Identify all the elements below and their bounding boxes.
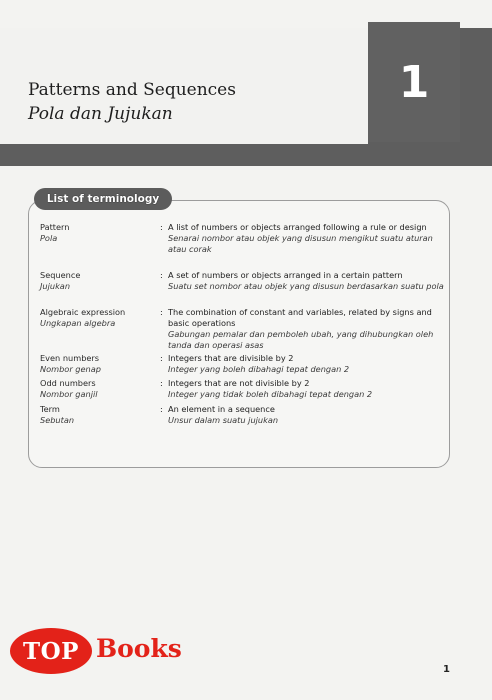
term-ms: Ungkapan algebra (40, 318, 116, 328)
terminology-heading: List of terminology (34, 188, 172, 210)
term-ms: Sebutan (40, 415, 75, 425)
term-ms: Nombor ganjil (40, 389, 98, 399)
definition-en: The combination of constant and variables, related by signs and basic operations (168, 307, 432, 328)
term-en: Term (40, 404, 60, 414)
definition-en: Integers that are divisible by 2 (168, 353, 294, 363)
definition-ms: Integer yang tidak boleh dibahagi tepat dengan 2 (168, 389, 373, 399)
definition-en: A list of numbers or objects arranged following a rule or design (168, 222, 427, 232)
term-en: Even numbers (40, 353, 100, 363)
term-ms: Nombor genap (40, 364, 101, 374)
term-colon: : (160, 270, 163, 280)
definition-ms: Unsur dalam suatu jujukan (168, 415, 279, 425)
definition-ms: Suatu set nombor atau objek yang disusun berdasarkan suatu pola (168, 281, 444, 291)
term-en: Algebraic expression (40, 307, 126, 317)
definition-en: An element in a sequence (168, 404, 275, 414)
topbooks-logo-mark: TOP (10, 628, 92, 674)
term-en: Odd numbers (40, 378, 96, 388)
chapter-number: 1 (398, 56, 430, 108)
page-number: 1 (443, 664, 450, 675)
term-colon: : (160, 404, 163, 414)
chapter-title-ms: Pola dan Jujukan (28, 104, 173, 124)
topbooks-logo-text: Books (96, 634, 182, 663)
term-colon: : (160, 353, 163, 363)
definition-ms: Integer yang boleh dibahagi tepat dengan 2 (168, 364, 350, 374)
definition-en: Integers that are not divisible by 2 (168, 378, 310, 388)
term-en: Sequence (40, 270, 81, 280)
term-ms: Pola (40, 233, 58, 243)
term-en: Pattern (40, 222, 70, 232)
term-colon: : (160, 307, 163, 317)
term-ms: Jujukan (40, 281, 71, 291)
term-colon: : (160, 378, 163, 388)
definition-en: A set of numbers or objects arranged in a certain pattern (168, 270, 403, 280)
definition-ms: Senarai nombor atau objek yang disusun mengikut suatu aturan atau corak (168, 233, 433, 254)
chapter-number-box (368, 22, 460, 142)
chapter-title-en: Patterns and Sequences (28, 80, 236, 100)
term-colon: : (160, 222, 163, 232)
definition-ms: Gabungan pemalar dan pemboleh ubah, yang dihubungkan oleh tanda dan operasi asas (168, 329, 434, 350)
